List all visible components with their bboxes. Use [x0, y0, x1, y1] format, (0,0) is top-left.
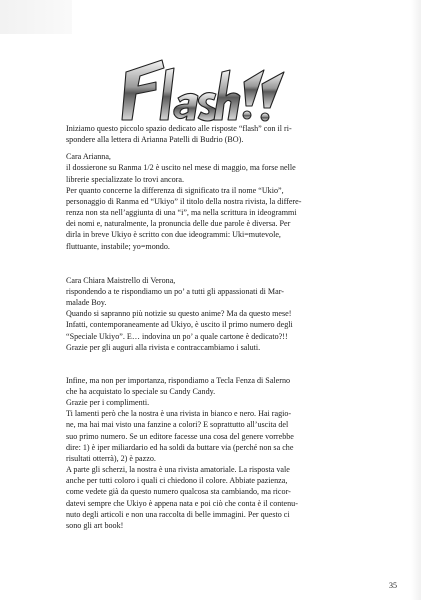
text-line: Quando si sapranno più notizie su questo anime? Ma da questo mese!: [66, 309, 292, 319]
text-line: dirla in breve Ukiyo è scritto con due ideogrammi: Uki=mutevole,: [66, 230, 281, 240]
text-line: A parte gli scherzi, la nostra è una rivista amatoriale. La risposta vale: [66, 465, 290, 475]
text-line: dire: 1) è iper miliardario ed ha soldi da buttare via (perché non sa che: [66, 442, 294, 452]
text-line: il dossierone su Ranma 1/2 è uscito nel mese di maggio, ma forse nelle: [66, 163, 296, 173]
text-line: anche per tutti coloro i quali ci chiedono il colore. Abbiate pazienza,: [66, 476, 288, 486]
text-line: Per quanto concerne la differenza di significato tra il nome “Ukio”,: [66, 185, 284, 195]
text-line: ne, ma hai mai visto una fanzine a colori? E soprattutto all’uscita del: [66, 420, 289, 430]
text-line: sono gli art book!: [66, 520, 124, 530]
text-line: che ha acquistato lo speciale su Candy Candy.: [66, 386, 216, 396]
flash-logo: [118, 42, 288, 132]
reply-chiara: [66, 275, 370, 353]
text-line: Ti lamenti però che la nostra è una rivista in bianco e nero. Hai ragio-: [66, 409, 292, 419]
bleed-through-mark: [0, 0, 72, 34]
text-line: risultati otterrà), 2) è pazzo.: [66, 453, 156, 463]
text-line: rispondendo a te rispondiamo un po’ a tutti gli appassionati di Mar-: [66, 286, 284, 296]
text-line: Cara Chiara Maistrello di Verona,: [66, 275, 176, 285]
text-line: Grazie per gli auguri alla rivista e contraccambiamo i saluti.: [66, 342, 261, 352]
page-edge-shadow: [411, 0, 421, 600]
flash-logo-graphic: [118, 42, 288, 132]
text-line: librerie specializzate lo trovi ancora.: [66, 174, 184, 184]
text-line: suo primo numero. Se un editore facesse una cosa del genere vorrebbe: [66, 431, 294, 441]
intro-paragraph: [66, 123, 370, 145]
text-line: come vedete già da questo numero qualcosa sta cambiando, ma ricor-: [66, 487, 291, 497]
reply-arianna: [66, 151, 370, 251]
text-line: spondere alla lettera di Arianna Patelli di Budrio (BO).: [66, 135, 244, 145]
text-line: malade Boy.: [66, 298, 107, 308]
text-line: datevi sempre che Ukiyo è appena nata e poi ciò che conta è il contenu-: [66, 498, 298, 508]
text-line: Cara Arianna,: [66, 152, 111, 162]
text-line: personaggio di Ranma ed “Ukiyo” il titolo della nostra rivista, la differe-: [66, 196, 302, 206]
text-line: Infatti, contemporaneamente ad Ukiyo, è uscito il primo numero degli: [66, 320, 293, 330]
text-line: fluttuante, instabile; yo=mondo.: [66, 241, 170, 251]
text-line: dei nomi e, naturalmente, la pronuncia delle due parole è diversa. Per: [66, 219, 291, 229]
reply-tecla: [66, 375, 370, 531]
text-line: Iniziamo questo piccolo spazio dedicato alle risposte “flash” con il ri-: [66, 124, 292, 133]
letters-body: [66, 123, 370, 531]
text-line: Grazie per i complimenti.: [66, 398, 150, 408]
text-line: renza non sta nell’aggiunta di una “i”, ma nella scrittura in ideogrammi: [66, 208, 297, 218]
text-line: nuto degli articoli e non una raccolta di belle immagini. Per questo ci: [66, 509, 290, 519]
page-number: 35: [389, 581, 397, 590]
text-line: “Speciale Ukiyo”. E… indovina un po’ a quale cartone è dedicato?!!: [66, 331, 288, 341]
text-line: Infine, ma non per importanza, rispondiamo a Tecla Fenza di Salerno: [66, 375, 291, 385]
